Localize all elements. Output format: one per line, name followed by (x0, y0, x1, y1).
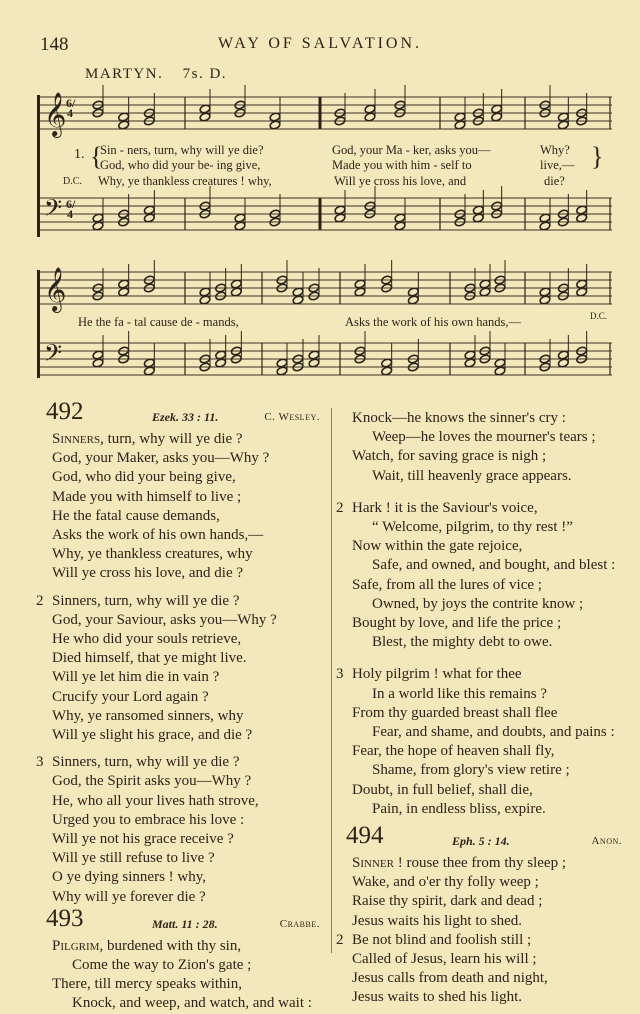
column-divider (331, 408, 332, 953)
verse-text: Why will ye forever die ? (52, 888, 206, 905)
stanza (336, 665, 622, 819)
end-dc-marker: D.C. (590, 311, 608, 321)
verse-text: Fear, and shame, and doubts, and pains : (372, 724, 615, 741)
note (92, 350, 104, 360)
verse-line (52, 649, 320, 668)
verse-line (52, 726, 320, 745)
note (557, 350, 569, 360)
lyric: God, your Ma - ker, asks you— (332, 143, 491, 157)
lyric: Sin - ners, turn, why will ye die? (100, 143, 264, 157)
verse-line (336, 931, 622, 950)
stanza (336, 931, 622, 1008)
note (269, 120, 281, 130)
time-signature: 6/4 (66, 96, 76, 120)
lyric: God, who did your be- ing give, (100, 158, 261, 172)
verse-text: Fear, the hope of heaven shall fly, (352, 743, 555, 760)
tune-meter: 7s. D. (182, 66, 228, 82)
hymn-author: Crabbe. (279, 917, 320, 930)
hymn-number: 493 (46, 904, 84, 932)
verse-line (52, 468, 320, 487)
hymn-492 (36, 398, 320, 907)
verse-text: Urged you to embrace his love : (52, 811, 245, 828)
verse-text: Why, ye ransomed sinners, why (52, 707, 244, 724)
verse-text: Blest, the mighty debt to owe. (372, 634, 553, 651)
verse-line (352, 467, 622, 486)
note (539, 213, 551, 223)
verse-text: God, your Saviour, asks you—Why ? (52, 611, 277, 628)
note (308, 350, 320, 360)
verse-text: Jesus calls from death and night, (352, 970, 548, 987)
tune-name: MARTYN. (85, 66, 164, 82)
verse-line (352, 409, 622, 428)
hymn-header (346, 822, 622, 854)
note (381, 366, 393, 376)
hymn-header (46, 904, 320, 937)
dc-marker: D.C. (63, 176, 82, 187)
note (491, 104, 503, 114)
verse-text: O ye dying sinners ! why, (52, 869, 207, 886)
stanza-number: 2 (36, 592, 44, 609)
stanza-number: 3 (336, 666, 344, 683)
verse-text: Watch, for saving grace is nigh ; (352, 448, 547, 465)
verse-text: Pilgrim, burdened with thy sin, (52, 937, 242, 954)
verse-text: Wake, and o'er thy folly weep ; (352, 874, 539, 891)
verse-line (352, 576, 622, 595)
verse-text: Sinners, turn, why will ye die ? (52, 754, 240, 771)
verse-line (52, 564, 320, 583)
stanza (52, 937, 320, 1014)
verse-text: Now within the gate rejoice, (352, 538, 523, 555)
note (234, 213, 246, 223)
stanza-number: 2 (336, 931, 344, 948)
verse-text: Sinners, turn, why will ye die ? (52, 431, 243, 447)
running-head: WAY OF SALVATION. (217, 35, 423, 52)
stanza (36, 753, 320, 907)
verse-line (52, 849, 320, 868)
verse-text: Sinner ! rouse thee from thy sleep ; (352, 855, 566, 872)
verse-text: Wait, till heavenly grace appears. (372, 467, 572, 484)
verse-line (52, 526, 320, 545)
verse-line (52, 937, 320, 956)
verse-text: Weep—he loves the mourner's tears ; (372, 429, 596, 446)
lyric: Asks the work of his own hands,— (345, 315, 522, 329)
lyric: He the fa - tal cause de - mands, (78, 315, 239, 329)
note (576, 205, 588, 215)
verse-line (52, 611, 320, 630)
lyric: Why, ye thankless creatures ! why, (98, 174, 272, 188)
note (381, 358, 393, 368)
verse-line (52, 707, 320, 726)
stanza (336, 499, 622, 653)
note (394, 221, 406, 231)
verse-line (352, 781, 622, 800)
note (354, 287, 366, 297)
verse-text: Sinners, turn, why will ye die ? (52, 592, 240, 609)
verse-line (52, 772, 320, 791)
verse-line (352, 428, 622, 447)
note (479, 279, 491, 289)
verse-text: Will ye still refuse to live ? (52, 850, 215, 867)
bass-clef-icon: 𝄢 (44, 339, 63, 372)
verse-text: “ Welcome, pilgrim, to thy rest !” (372, 519, 573, 536)
verse-line (352, 537, 622, 556)
note (407, 295, 419, 305)
stanza (52, 430, 320, 584)
note (557, 112, 569, 122)
note (118, 120, 130, 130)
note (454, 112, 466, 122)
lyric: die? (544, 174, 565, 188)
verse-text: Will ye slight his grace, and die ? (52, 727, 253, 744)
music-score (0, 0, 640, 400)
verse-line (52, 630, 320, 649)
verse-line (352, 447, 622, 466)
verse-line (352, 723, 622, 742)
verse-text: Made you with himself to live ; (52, 488, 242, 505)
verse-text: Come the way to Zion's gate ; (72, 957, 252, 974)
note (215, 358, 227, 368)
note (576, 213, 588, 223)
note (230, 279, 242, 289)
brace-right: } (591, 142, 604, 171)
lyric: Why? (540, 143, 570, 157)
verse-text: Holy pilgrim ! what for thee (352, 666, 522, 683)
note (472, 213, 484, 223)
verse-text: He who did your souls retrieve, (52, 631, 242, 648)
verse-text: Called of Jesus, learn his will ; (352, 951, 537, 968)
note (494, 358, 506, 368)
note (199, 295, 211, 305)
verse-line (52, 811, 320, 830)
verse-text: Pain, in endless bliss, expire. (372, 800, 546, 817)
note (354, 279, 366, 289)
verse-line (52, 956, 320, 975)
note (118, 287, 130, 297)
verse-line (336, 499, 622, 518)
note (494, 366, 506, 376)
note (394, 213, 406, 223)
verse-line (52, 868, 320, 887)
note (557, 120, 569, 130)
stanza-number: 3 (36, 754, 44, 771)
verse-text: God, the Spirit asks you—Why ? (52, 773, 252, 790)
verse-text: Owned, by joys the contrite know ; (372, 595, 584, 612)
verse-line (52, 488, 320, 507)
verse-line (352, 873, 622, 892)
verse-line (36, 592, 320, 611)
verse-text: God, your Maker, asks you—Why ? (52, 450, 270, 467)
verse-text: Jesus waits to shed his light. (352, 989, 523, 1006)
verse-line (52, 830, 320, 849)
hymn-author: Anon. (591, 835, 622, 848)
note (464, 350, 476, 360)
system-bracket (37, 270, 40, 378)
note (199, 287, 211, 297)
note (269, 112, 281, 122)
verse-line (352, 742, 622, 761)
verse-text: Safe, and owned, and bought, and blest : (372, 557, 616, 574)
hymn-493 (46, 904, 320, 1014)
note (199, 104, 211, 114)
note (454, 120, 466, 130)
note (334, 205, 346, 215)
verse-line (52, 888, 320, 907)
verse-line (52, 792, 320, 811)
verse-line (352, 595, 622, 614)
hymn-number: 492 (46, 398, 84, 425)
stanza (352, 854, 622, 931)
verse-text: Doubt, in full belief, shall die, (352, 781, 533, 798)
verse-line (352, 912, 622, 931)
stanza (36, 592, 320, 746)
verse-line (52, 545, 320, 564)
lyric: live,— (540, 158, 575, 172)
verse-text: Jesus waits his light to shed. (352, 912, 523, 929)
note (292, 287, 304, 297)
verse-text: He the fatal cause demands, (52, 507, 220, 524)
verse-text: From thy guarded breast shall flee (352, 704, 558, 721)
verse-text: God, who did your being give, (52, 469, 236, 486)
verse-line (352, 685, 622, 704)
note (576, 279, 588, 289)
note (557, 358, 569, 368)
lyric: Will ye cross his love, and (334, 174, 467, 188)
note (92, 358, 104, 368)
verse-text: Hark ! it is the Saviour's voice, (352, 499, 538, 516)
note (118, 279, 130, 289)
time-signature-bass: 6/4 (66, 197, 76, 221)
verse-text: He, who all your lives hath strove, (52, 792, 259, 809)
verse-line (52, 668, 320, 687)
note (364, 112, 376, 122)
hymn-494 (336, 822, 622, 1008)
verse-text: Asks the work of his own hands,— (52, 527, 264, 544)
bass-clef-icon: 𝄢 (44, 194, 63, 227)
hymn-author: C. Wesley. (264, 411, 320, 423)
note (199, 112, 211, 122)
verse-line (352, 892, 622, 911)
verse-line (352, 988, 622, 1007)
verse-text: Will ye let him die in vain ? (52, 669, 220, 686)
verse-text: Safe, from all the lures of vice ; (352, 576, 542, 593)
note (479, 287, 491, 297)
verse-line (52, 507, 320, 526)
note (491, 112, 503, 122)
note (92, 221, 104, 231)
verse-text: In a world like this remains ? (372, 685, 547, 702)
verse-line (36, 753, 320, 772)
note (364, 104, 376, 114)
note (143, 205, 155, 215)
note (407, 287, 419, 297)
note (276, 366, 288, 376)
verse-text: Shame, from glory's view retire ; (372, 762, 570, 779)
right-column (336, 409, 622, 1008)
note (276, 358, 288, 368)
verse-text: There, till mercy speaks within, (52, 976, 242, 993)
note (539, 295, 551, 305)
scripture-reference: Matt. 11 : 28. (152, 916, 218, 931)
scripture-reference: Eph. 5 : 14. (452, 834, 510, 849)
system-bracket (37, 95, 40, 237)
treble-clef-icon: 𝄞 (44, 267, 67, 311)
verse-text: Bought by love, and life the price ; (352, 615, 562, 632)
verse-line (352, 633, 622, 652)
note (143, 366, 155, 376)
verse-text: Knock—he knows the sinner's cry : (352, 410, 566, 426)
verse-text: Be not blind and foolish still ; (352, 931, 532, 948)
verse-line (352, 614, 622, 633)
verse-line (352, 518, 622, 537)
hymn-number: 494 (346, 822, 384, 850)
verse-line (352, 761, 622, 780)
verse-line (52, 994, 320, 1013)
scripture-reference: Ezek. 33 : 11. (152, 410, 219, 424)
verse-line (352, 950, 622, 969)
verse-line (352, 704, 622, 723)
note (334, 213, 346, 223)
lyric: Made you with him - self to (332, 158, 472, 172)
verse-text: Died himself, that ye might live. (52, 650, 247, 667)
verse-text: Crucify your Lord again ? (52, 688, 209, 705)
note (576, 287, 588, 297)
note (234, 221, 246, 231)
verse-line (52, 688, 320, 707)
hymn-header (46, 398, 320, 430)
note (143, 213, 155, 223)
note (292, 295, 304, 305)
stanza-number: 2 (336, 499, 344, 516)
note (308, 358, 320, 368)
note (539, 221, 551, 231)
note (230, 287, 242, 297)
note (92, 213, 104, 223)
verse-line (52, 975, 320, 994)
verse-line (352, 969, 622, 988)
verse-line (52, 449, 320, 468)
left-column (36, 398, 320, 1014)
page-number: 148 (40, 34, 69, 55)
verse-line (336, 665, 622, 684)
hymn-493 (336, 409, 622, 819)
note (472, 205, 484, 215)
verse-line (352, 556, 622, 575)
note (215, 350, 227, 360)
verse-text: Knock, and weep, and watch, and wait : (72, 995, 312, 1012)
note (464, 358, 476, 368)
stanza (352, 409, 622, 486)
verse-line (52, 430, 320, 449)
verse-line (352, 854, 622, 873)
brace-left: { (90, 142, 103, 171)
verse-text: Raise thy spirit, dark and dead ; (352, 893, 543, 910)
verse-line (352, 800, 622, 819)
note (143, 358, 155, 368)
verse-text: Will ye not his grace receive ? (52, 831, 234, 848)
verse-marker: 1. (74, 147, 85, 162)
verse-text: Will ye cross his love, and die ? (52, 565, 244, 582)
note (539, 287, 551, 297)
verse-text: Why, ye thankless creatures, why (52, 546, 253, 563)
treble-clef-icon: 𝄞 (44, 92, 67, 136)
note (118, 112, 130, 122)
